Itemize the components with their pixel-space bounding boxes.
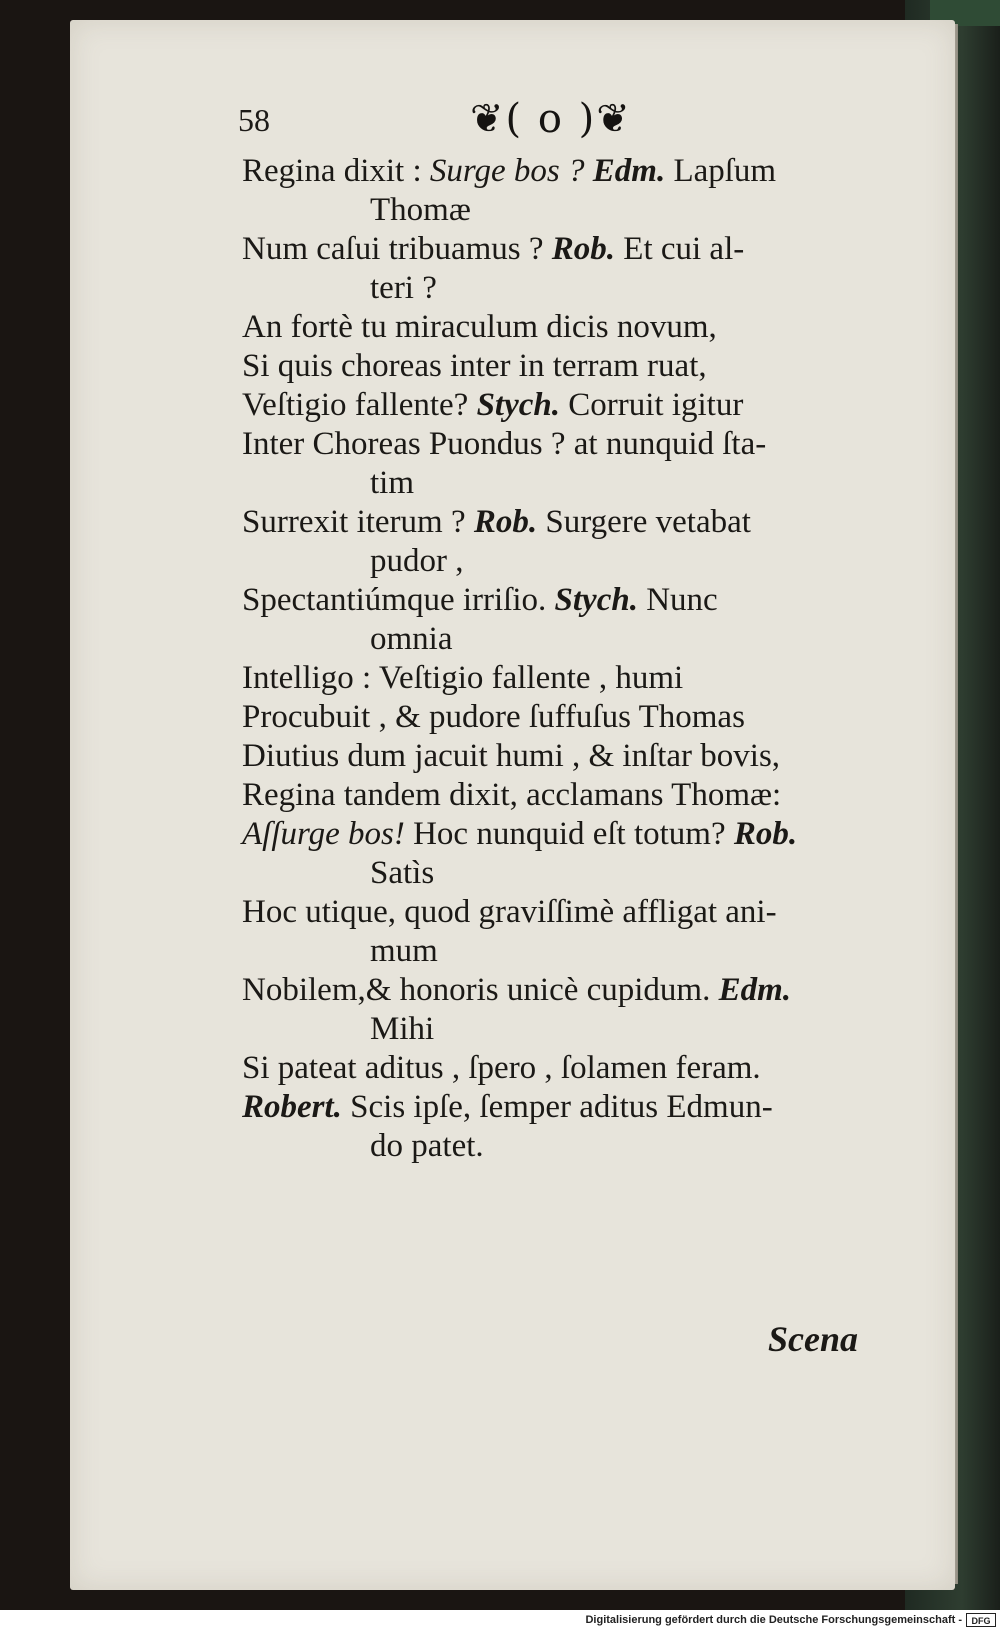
line-text: Regina tandem dixit, acclamans Thomæ:: [242, 777, 782, 813]
line-text: teri ?: [370, 270, 437, 306]
line-text: Hoc utique, quod graviſſimè affligat ani-: [242, 894, 777, 930]
head-ornament: ❦( o )❦: [470, 96, 632, 142]
verse-line: [242, 971, 942, 1010]
footer-credit: Digitalisierung gefördert durch die Deutsche Forschungsgemeinschaft -: [585, 1614, 962, 1626]
speaker-name: Rob.: [733, 816, 798, 852]
verse-line: [242, 347, 942, 386]
verse-line: [242, 503, 942, 542]
verse-line: [242, 230, 942, 269]
line-text: Nobilem,& honoris unicè cupidum.: [242, 972, 719, 1008]
line-text: Inter Choreas Puondus ? at nunquid ſta-: [242, 426, 767, 462]
verse-line: [242, 1049, 942, 1088]
italic-text: Surge bos ?: [429, 153, 585, 189]
page-number: 58: [238, 102, 270, 138]
speaker-name: Stych.: [476, 387, 560, 423]
speaker-name: Stych.: [554, 582, 638, 618]
catchword: Scena: [768, 1319, 858, 1359]
line-text: Corruit igitur: [560, 387, 744, 423]
line-text: Surrexit iterum ?: [242, 504, 474, 540]
verse-line: [242, 386, 942, 425]
line-text: An fortè tu miraculum dicis novum,: [242, 309, 717, 345]
footer-bar: [0, 1610, 1000, 1632]
line-text: Si pateat aditus , ſpero , ſolamen feram.: [242, 1050, 761, 1086]
verse-line: [242, 698, 942, 737]
line-text: Intelligo : Veſtigio fallente , humi: [242, 660, 684, 696]
verse-line-continuation: [242, 932, 942, 971]
verse-line: [242, 815, 942, 854]
speaker-name: Robert.: [242, 1089, 342, 1125]
line-text: omnia: [370, 621, 453, 657]
verse-line: [242, 308, 942, 347]
verse-line-continuation: [242, 620, 942, 659]
line-text: Num caſui tribuamus ?: [242, 231, 552, 267]
line-text: Procubuit , & pudore ſuffuſus Thomas: [242, 699, 745, 735]
line-text: Lapſum: [665, 153, 777, 189]
line-text: Thomæ: [370, 192, 471, 228]
line-text: Mihi: [370, 1011, 435, 1047]
running-head: [0, 92, 1000, 152]
verse-line-continuation: [242, 269, 942, 308]
italic-text: Aſſurge bos!: [242, 816, 405, 852]
verse-line: [242, 425, 942, 464]
line-text: Regina dixit :: [242, 153, 430, 189]
speaker-name: Edm.: [718, 972, 792, 1008]
verse-line-continuation: [242, 854, 942, 893]
dfg-logo: DFG: [966, 1613, 996, 1627]
line-text: tim: [370, 465, 415, 501]
line-text: Nunc: [637, 582, 718, 618]
verse-line: [242, 581, 942, 620]
verse-line: [242, 893, 942, 932]
line-text: pudor ,: [370, 543, 464, 579]
line-text: Spectantiúmque irriſio.: [242, 582, 555, 618]
verse-text: [242, 152, 942, 1166]
verse-line: [242, 659, 942, 698]
speaker-name: Edm.: [584, 153, 666, 189]
line-text: Veſtigio fallente?: [242, 387, 477, 423]
line-text: Satìs: [370, 855, 435, 891]
verse-line-continuation: [242, 191, 942, 230]
line-text: Diutius dum jacuit humi , & inſtar bovis,: [242, 738, 781, 774]
line-text: Si quis choreas inter in terram ruat,: [242, 348, 707, 384]
line-text: do patet.: [370, 1128, 484, 1164]
speaker-name: Rob.: [473, 504, 538, 540]
verse-line-continuation: [242, 542, 942, 581]
line-text: Scis ipſe, ſemper aditus Edmun-: [341, 1089, 773, 1125]
verse-line: [242, 152, 942, 191]
line-text: Surgere vetabat: [537, 504, 751, 540]
verse-line: [242, 1088, 942, 1127]
line-text: mum: [370, 933, 438, 969]
verse-line: [242, 776, 942, 815]
line-text: Hoc nunquid eſt totum?: [404, 816, 734, 852]
speaker-name: Rob.: [551, 231, 616, 267]
verse-line: [242, 737, 942, 776]
verse-line-continuation: [242, 1010, 942, 1049]
verse-line-continuation: [242, 1127, 942, 1166]
line-text: Et cui al-: [615, 231, 745, 267]
verse-line-continuation: [242, 464, 942, 503]
